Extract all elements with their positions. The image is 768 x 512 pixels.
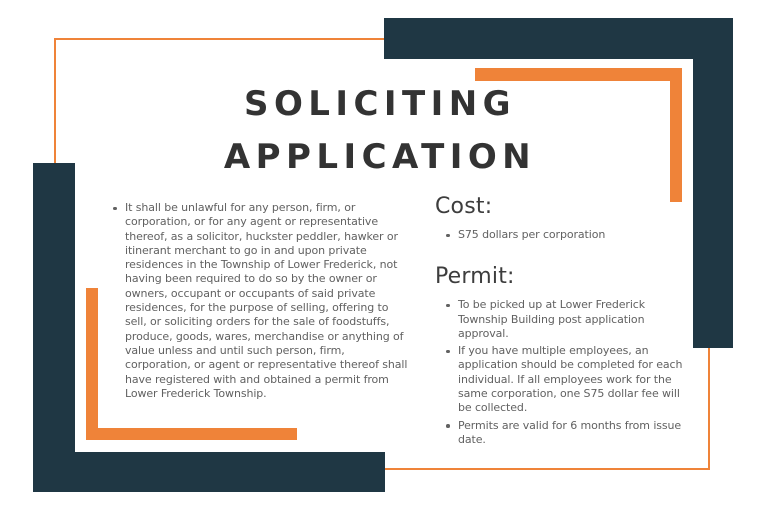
permit-bullet: To be picked up at Lower Frederick Township Building post application approval. [443, 298, 693, 341]
permit-bullet: If you have multiple employees, an application should be completed for each individual. If all employees work for the same corporation, one S75 dollar fee will be collected. [443, 344, 693, 415]
navy-block-left [33, 163, 75, 492]
intro-bullet: It shall be unlawful for any person, firm, or corporation, or for any agent or representative thereof, as a solicitor, huckster peddler, hawker or itinerant merchant to go in and upon private residences in the Township of Lower Frederick, not having been required to do so by the owner or owners, occupant or occupants of said private residences, for the purpose of selling, offering to sell, or soliciting orders for the sale of foodstuffs, produce, goods, wares, merchandise or anything of value unless and until such person, firm, corporation, or agent or representative thereof shall have registered with and obtained a permit from Lower Frederick Township. [110, 201, 410, 401]
permit-bullet-list [435, 298, 693, 447]
details-column [435, 193, 701, 450]
cost-heading: Cost: [435, 194, 493, 219]
permit-heading: Permit: [435, 264, 515, 290]
intro-bullet-list [110, 201, 410, 404]
page-title [140, 78, 620, 184]
navy-block-bottom [33, 452, 385, 492]
cost-bullet: S75 dollars per corporation [443, 228, 693, 242]
permit-bullet: Permits are valid for 6 months from issue date. [443, 419, 693, 448]
navy-block-top-right [384, 18, 733, 59]
title-line-2: APPLICATION [223, 137, 537, 177]
cost-bullet-list [435, 228, 693, 242]
title-line-1: SOLICITING [244, 84, 516, 124]
